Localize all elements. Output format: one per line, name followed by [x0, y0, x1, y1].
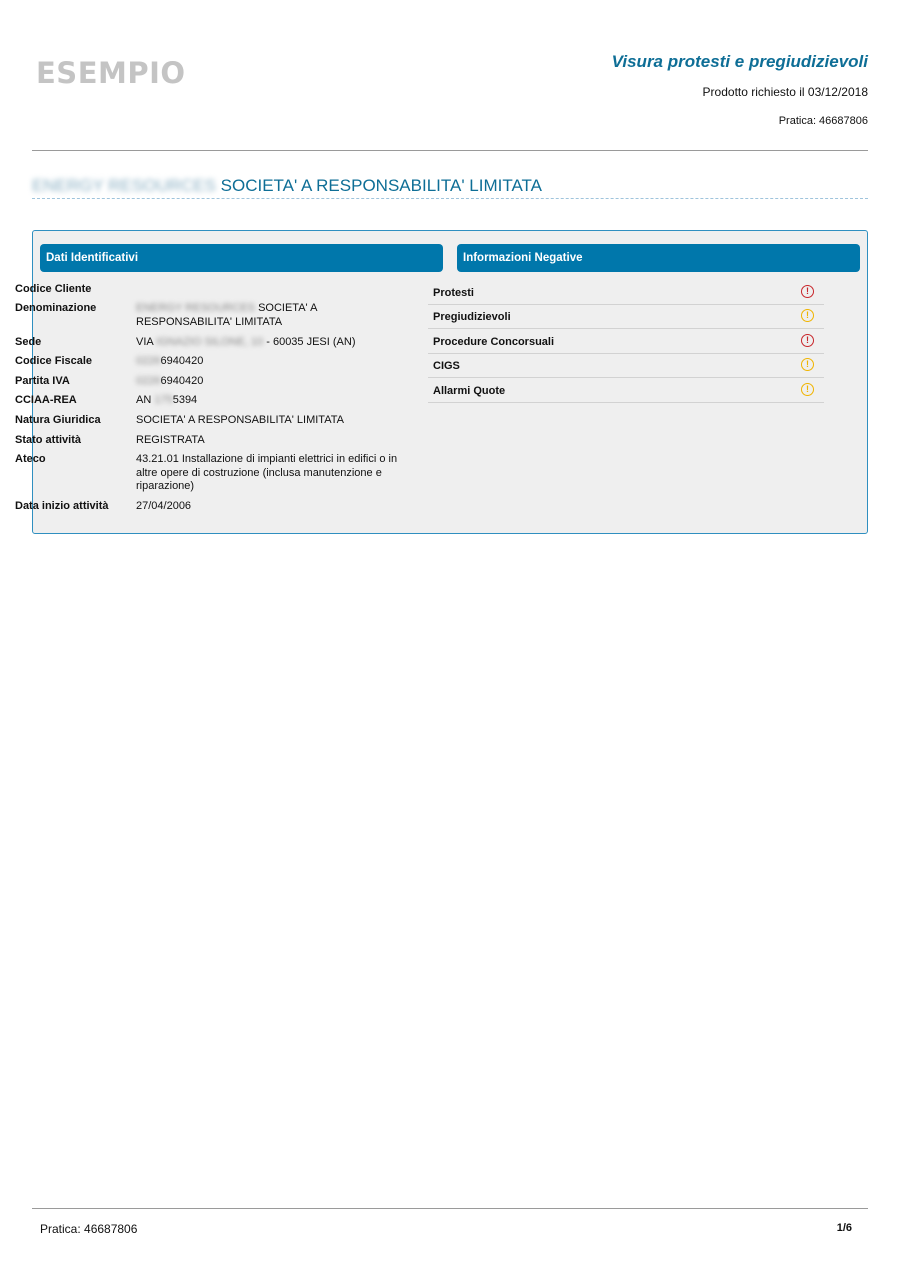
- negative-row-pregiudizievoli[interactable]: [428, 304, 824, 329]
- negative-row-label: Procedure Concorsuali: [433, 336, 555, 348]
- redacted-text: IGNAZIO SILONE, 10: [156, 336, 264, 348]
- field-value-prefix: AN: [136, 394, 152, 406]
- field-value: REGISTRATA: [136, 434, 205, 446]
- negative-row-label: CIGS: [433, 360, 460, 372]
- document-title: Visura protesti e pregiudizievoli: [611, 52, 868, 71]
- negative-row-label: Protesti: [433, 287, 474, 299]
- field-value-text: SOCIETA' A RESPONSABILITA' LIMITATA: [136, 302, 317, 328]
- field-label: Codice Cliente: [15, 283, 92, 295]
- negative-row-cigs[interactable]: [428, 353, 824, 378]
- redacted-text: 0226: [136, 355, 161, 367]
- identificativi-header: Dati Identificativi: [40, 244, 443, 272]
- company-legal-form: SOCIETA' A RESPONSABILITA' LIMITATA: [220, 176, 543, 195]
- negative-row-procedure-concorsuali[interactable]: [428, 329, 824, 354]
- negative-row-allarmi-quote[interactable]: [428, 378, 824, 403]
- request-date: Prodotto richiesto il 03/12/2018: [702, 85, 868, 99]
- alert-yellow-icon: !: [801, 309, 814, 322]
- page-number: 1/6: [836, 1222, 852, 1234]
- field-value-text: 6940420: [160, 375, 204, 387]
- header-divider: [32, 150, 868, 151]
- field-value: 43.21.01 Installazione di impianti elettrici in edifici o in altre opere di costruzione (inclusa manutenzione e riparazione): [136, 453, 398, 492]
- field-label: CCIAA-REA: [15, 394, 77, 406]
- field-label: Ateco: [15, 453, 46, 465]
- field-value: [136, 375, 406, 389]
- redacted-text: 0226: [136, 375, 161, 387]
- negative-header: Informazioni Negative: [457, 244, 860, 272]
- alert-yellow-icon: !: [801, 358, 814, 371]
- redacted-text: 175: [154, 394, 173, 406]
- field-label: Codice Fiscale: [15, 355, 93, 367]
- field-label: Sede: [15, 336, 42, 348]
- field-value: 27/04/2006: [136, 500, 192, 512]
- field-label: Data inizio attività: [15, 500, 109, 512]
- company-name-redacted: ENERGY RESOURCES: [32, 176, 216, 195]
- negative-row-label: Pregiudizievoli: [433, 311, 511, 323]
- field-label: Natura Giuridica: [15, 414, 101, 426]
- field-value-text: 5394: [172, 394, 198, 406]
- field-value: SOCIETA' A RESPONSABILITA' LIMITATA: [136, 414, 344, 426]
- alert-red-icon: !: [801, 334, 814, 347]
- negative-row-label: Allarmi Quote: [433, 385, 506, 397]
- field-value-prefix: VIA: [136, 336, 154, 348]
- alert-red-icon: !: [801, 285, 814, 298]
- negative-row-protesti[interactable]: [428, 280, 824, 305]
- alert-yellow-icon: !: [801, 383, 814, 396]
- field-label: Partita IVA: [15, 375, 70, 387]
- company-heading: [32, 176, 868, 199]
- redacted-text: ENERGY RESOURCES: [136, 302, 255, 314]
- field-value: [136, 394, 406, 408]
- footer-divider: [32, 1208, 868, 1209]
- field-label: Denominazione: [15, 302, 97, 314]
- footer-pratica: Pratica: 46687806: [40, 1222, 138, 1236]
- field-value-text: - 60035 JESI (AN): [266, 336, 356, 348]
- field-value: [136, 355, 406, 369]
- field-value: [136, 302, 406, 329]
- pratica-number: Pratica: 46687806: [778, 115, 868, 127]
- field-value: [136, 336, 406, 350]
- logo-watermark: ESEMPIO: [36, 56, 186, 90]
- field-label: Stato attività: [15, 434, 82, 446]
- field-value-text: 6940420: [160, 355, 204, 367]
